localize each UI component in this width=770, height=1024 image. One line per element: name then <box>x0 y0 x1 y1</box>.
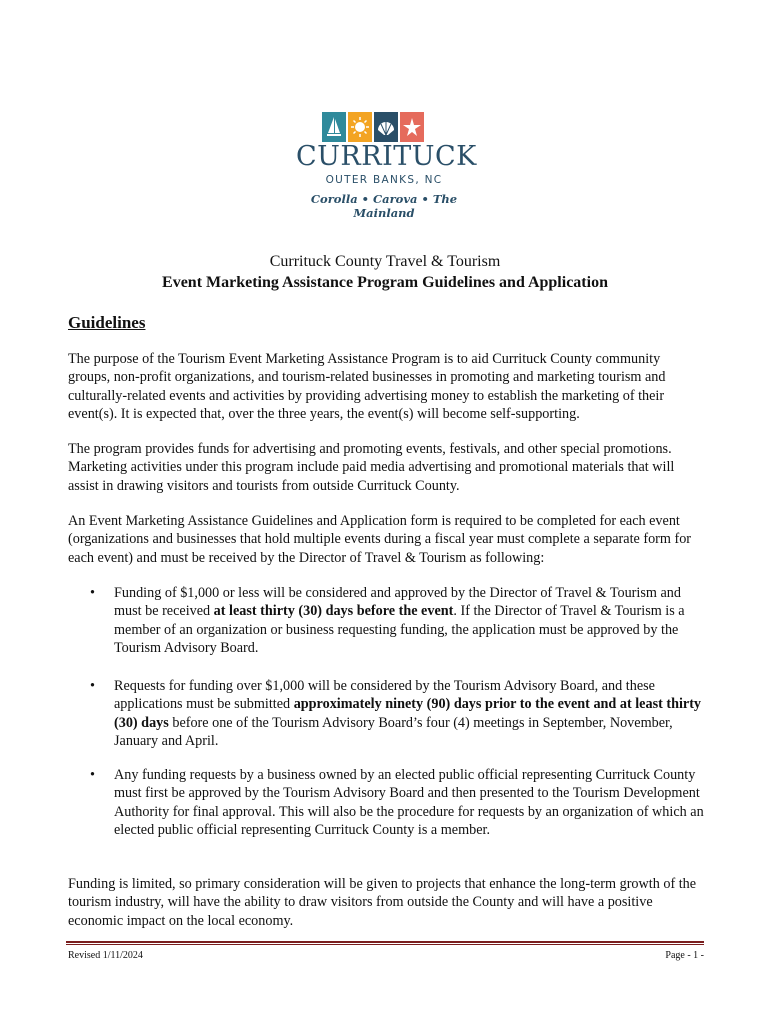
document-title: Event Marketing Assistance Program Guidelines and Application <box>162 274 608 291</box>
bullet-text: Any funding requests by a business owned by an elected public official representing Currituck County must first be approved by the Tourism Advisory Board and then presented to the Tourism Development Authority for final approval. This will also be the procedure for requests by an organization of which an elected public official representing Currituck County is a member. <box>114 767 704 839</box>
funding-rules-list <box>68 584 704 658</box>
funding-rules-list <box>68 766 704 840</box>
logo-tagline: Corolla • Carova • The Mainland <box>310 192 458 220</box>
footer-rule <box>66 941 704 943</box>
bullet-text: before one of the Tourism Advisory Board’s four (4) meetings in September, November, January and April. <box>114 714 673 750</box>
list-item <box>68 677 704 751</box>
sun-icon <box>348 112 372 142</box>
bullet-emphasis: at least thirty (30) days before the event <box>213 603 454 620</box>
bullet-text: Funding of $1,000 or less will be considered and approved by the Director of Travel & Tourism and must be received <box>114 585 681 620</box>
guidelines-heading: Guidelines <box>68 313 146 332</box>
bullet-text: Requests for funding over $1,000 will be considered by the Tourism Advisory Board, and these applications must be submitted <box>114 678 655 713</box>
bullet-marker: • <box>90 585 95 601</box>
starfish-icon <box>400 112 424 142</box>
bullet-text: . If the Director of Travel & Tourism is a member of an organization or business requesting funding, the application must be approved by the Tourism Advisory Board. <box>114 603 685 657</box>
logo-brand-text: CURRITUCK <box>296 141 477 172</box>
shell-icon <box>374 112 398 142</box>
bullet-emphasis: approximately ninety (90) days prior to the event and at least thirty (30) days <box>114 696 702 731</box>
logo-subtitle: OUTER BANKS, NC <box>325 174 443 186</box>
list-item <box>68 584 704 658</box>
paragraph-application-form: An Event Marketing Assistance Guidelines and Application form is required to be completed for each event (organizations and businesses that hold multiple events during a fiscal year must complete a separate form for each event) and must be received by the Director of Travel & Tourism as following: <box>68 513 692 566</box>
revised-date: Revised 1/11/2024 <box>68 950 143 961</box>
paragraph-purpose: The purpose of the Tourism Event Marketing Assistance Program is to aid Currituck County community groups, non-profit organizations, and tourism-related businesses in promoting and marketing tourism and culturally-related events and activities by providing advertising money to establish the marketing of their event(s). It is expected that, over the three years, the event(s) will become self-supporting. <box>68 351 666 423</box>
currituck-logo <box>296 112 477 220</box>
sailboat-icon <box>322 112 346 142</box>
paragraph-funding-limited: Funding is limited, so primary consideration will be given to projects that enhance the long-term growth of the tourism industry, will have the ability to draw visitors from outside the County and will have a positive economic impact on the local economy. <box>68 876 697 929</box>
footer-rule-thin <box>66 944 704 945</box>
logo-tiles <box>322 112 424 142</box>
funding-rules-list <box>68 677 704 751</box>
bullet-marker: • <box>90 767 95 783</box>
list-item <box>68 766 704 840</box>
page-number: Page - 1 - <box>665 950 704 961</box>
org-title: Currituck County Travel & Tourism <box>269 253 501 270</box>
paragraph-program-funds: The program provides funds for advertising and promoting events, festivals, and other special promotions. Marketing activities under this program include paid media advertising and promotional materials that will assist in drawing visitors and tourists from outside Currituck County. <box>68 441 675 494</box>
bullet-marker: • <box>90 678 95 694</box>
